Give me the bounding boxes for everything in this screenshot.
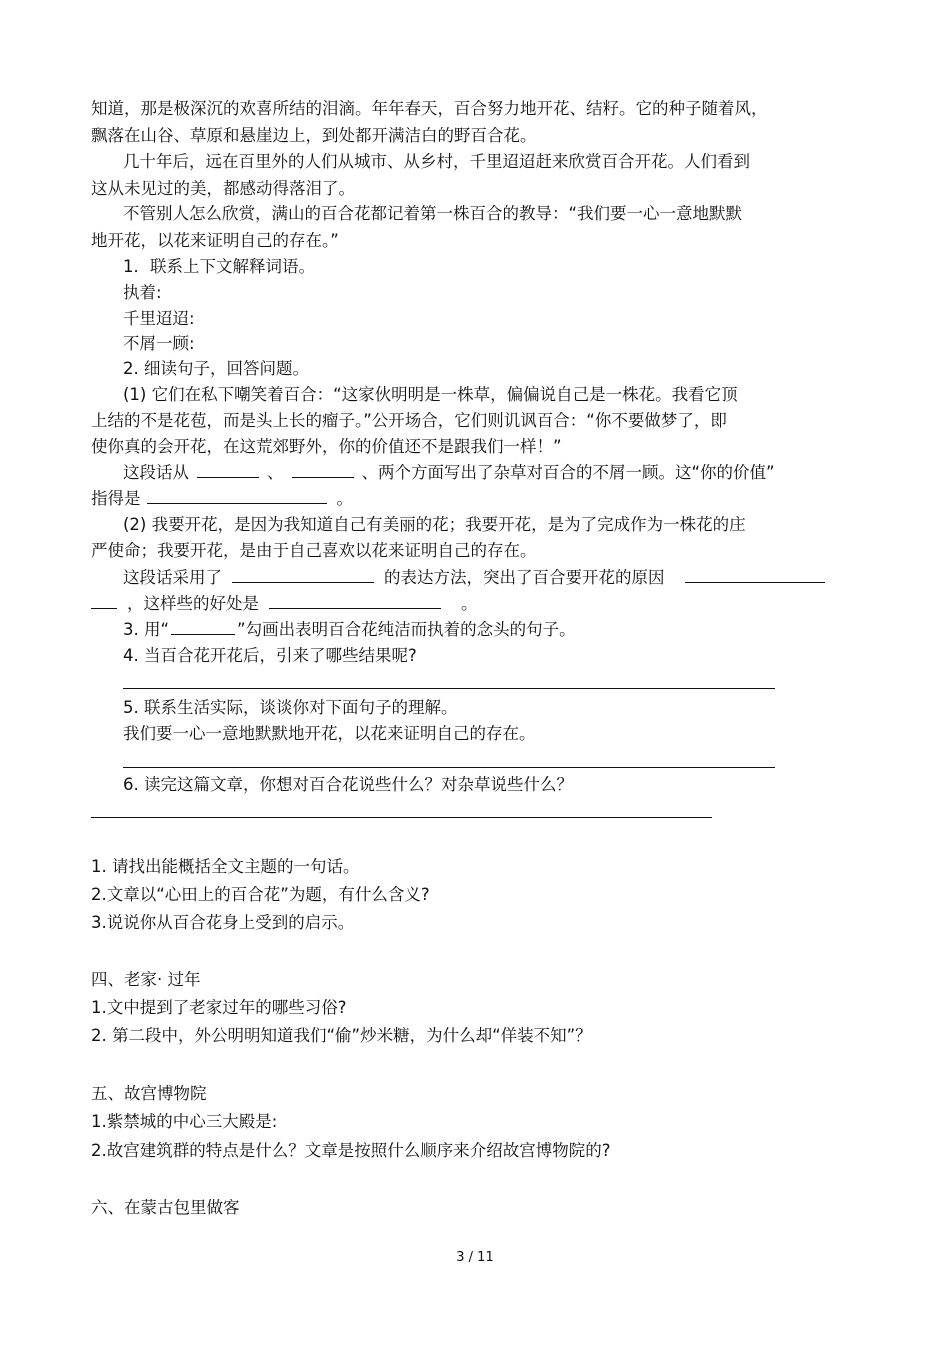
- fill-text: 这段话从: [123, 463, 189, 482]
- fill-text: 指得是: [91, 489, 141, 508]
- q2-fill-line-3: [123, 567, 825, 589]
- fill-text: 3. 用“: [123, 620, 170, 639]
- fill-text: ，这样些的好处是: [127, 594, 259, 613]
- q2-paragraph-1-line: 使你真的会开花，在这荒郊野外，你的价值还不是跟我们一样！”: [91, 437, 562, 456]
- answer-line[interactable]: [91, 817, 712, 818]
- extra-question-3: 3.说说你从百合花身上受到的启示。: [91, 913, 355, 932]
- q2-paragraph-2-line: 严使命；我要开花，是由于自己喜欢以花来证明自己的存在。: [91, 541, 537, 560]
- passage-line: 飘落在山谷、草原和悬崖边上，到处都开满洁白的野百合花。: [91, 126, 537, 145]
- term-qianlitiaotiao: 千里迢迢:: [123, 309, 195, 328]
- q2-fill-line-2: [91, 488, 353, 510]
- q2-paragraph-1-line: 上结的不是花苞，而是头上长的瘤子。”公开场合，它们则讥讽百合：“你不要做梦了，即: [91, 411, 727, 430]
- section-4-question-1: 1.文中提到了老家过年的哪些习俗?: [91, 998, 347, 1017]
- fill-text: 、两个方面写出了杂草对百合的不屑一顾。这“你的价值”: [361, 463, 775, 482]
- fill-text: 的表达方法，突出了百合要开花的原因: [384, 568, 665, 587]
- q2-fill-line-4: [91, 593, 478, 615]
- answer-line[interactable]: [123, 767, 775, 768]
- fill-text: 。: [336, 489, 353, 508]
- question-1-title: 1．联系上下文解释词语。: [123, 257, 315, 276]
- answer-blank[interactable]: [269, 593, 441, 609]
- fill-text: 。: [461, 594, 478, 613]
- q2-paragraph-2-line: (2) 我要开花，是因为我知道自己有美丽的花；我要开花，是为了完成作为一株花的庄: [123, 515, 746, 534]
- section-5-title: 五、故宫博物院: [91, 1084, 207, 1103]
- section-5-question-1: 1.紫禁城的中心三大殿是:: [91, 1112, 278, 1131]
- q2-paragraph-1-line: (1) 它们在私下嘲笑着百合：“这家伙明明是一株草，偏偏说自己是一株花。我看它顶: [123, 385, 738, 404]
- passage-line: 这从未见过的美，都感动得落泪了。: [91, 179, 355, 198]
- section-4-title: 四、老家· 过年: [91, 970, 201, 989]
- q2-fill-line-1: [123, 462, 775, 484]
- question-2-title: 2. 细读句子，回答问题。: [123, 359, 309, 378]
- passage-line: 不管别人怎么欣赏，满山的百合花都记着第一株百合的教导：“我们要一心一意地默默: [123, 204, 743, 223]
- answer-blank[interactable]: [292, 462, 354, 478]
- answer-blank[interactable]: [91, 593, 117, 609]
- extra-question-1: 1. 请找出能概括全文主题的一句话。: [91, 857, 360, 876]
- passage-line: 几十年后，远在百里外的人们从城市、从乡村，千里迢迢赶来欣赏百合开花。人们看到: [123, 152, 750, 171]
- answer-line[interactable]: [123, 688, 775, 689]
- passage-line: 知道，那是极深沉的欢喜所结的泪滴。年年春天，百合努力地开花、结籽。它的种子随着风，: [91, 99, 768, 118]
- section-5-question-2: 2.故宫建筑群的特点是什么？文章是按照什么顺序来介绍故宫博物院的?: [91, 1141, 611, 1160]
- question-5-quote: 我们要一心一意地默默地开花，以花来证明自己的存在。: [123, 724, 536, 743]
- section-6-title: 六、在蒙古包里做客: [91, 1198, 240, 1217]
- term-zhizhuo: 执着:: [123, 283, 162, 302]
- extra-question-2: 2.文章以“心田上的百合花”为题，有什么含义?: [91, 885, 430, 904]
- question-6: 6. 读完这篇文章，你想对百合花说些什么？对杂草说些什么？: [123, 775, 573, 794]
- answer-blank[interactable]: [232, 567, 374, 583]
- fill-text: ”勾画出表明百合花纯洁而执着的念头的句子。: [237, 620, 576, 639]
- fill-text: 这段话采用了: [123, 568, 222, 587]
- question-5: 5. 联系生活实际，谈谈你对下面句子的理解。: [123, 698, 458, 717]
- section-4-question-2: 2. 第二段中，外公明明知道我们“偷”炒米糖，为什么却“佯装不知”？: [91, 1026, 592, 1045]
- term-buxieyigu: 不屑一顾:: [123, 334, 195, 353]
- answer-blank[interactable]: [147, 488, 327, 504]
- answer-blank[interactable]: [197, 462, 259, 478]
- fill-text: 、: [267, 463, 284, 482]
- question-3: [123, 619, 576, 641]
- passage-line: 地开花，以花来证明自己的存在。”: [91, 231, 339, 250]
- question-4: 4. 当百合花开花后，引来了哪些结果呢?: [123, 646, 417, 665]
- page-number: 3 / 11: [456, 1250, 494, 1265]
- answer-blank[interactable]: [685, 567, 825, 583]
- answer-blank[interactable]: [171, 619, 235, 635]
